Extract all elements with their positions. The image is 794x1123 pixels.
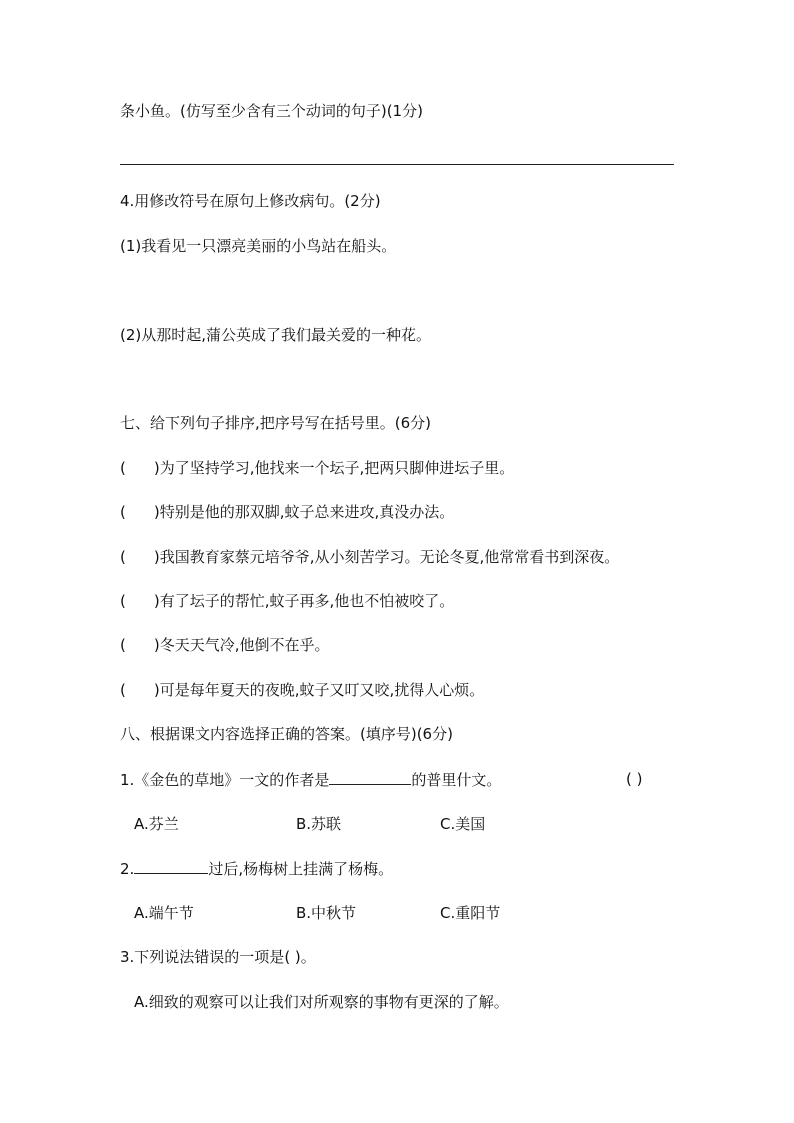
fill-blank[interactable] bbox=[134, 858, 208, 874]
q4-sentence-1[interactable]: (1)我看见一只漂亮美丽的小鸟站在船头。 bbox=[120, 237, 397, 255]
question-1-suffix: 的普里什文。 bbox=[411, 771, 502, 789]
question-2-prefix: 2. bbox=[120, 860, 135, 878]
answer-paren-close[interactable]: ) bbox=[153, 592, 160, 610]
q4-sentence-2[interactable]: (2)从那时起,蒲公英成了我们最关爱的一种花。 bbox=[120, 326, 432, 344]
order-item-text: 为了坚持学习,他找来一个坛子,把两只脚伸进坛子里。 bbox=[159, 459, 515, 477]
option-a[interactable]: A.细致的观察可以让我们对所观察的事物有更深的了解。 bbox=[134, 993, 509, 1011]
answer-paren-close[interactable]: ) bbox=[153, 459, 160, 477]
option-b[interactable]: B.苏联 bbox=[296, 815, 342, 833]
order-item-text: 有了坛子的帮忙,蚊子再多,他也不怕被咬了。 bbox=[159, 592, 455, 610]
option-c[interactable]: C.美国 bbox=[440, 815, 486, 833]
option-a[interactable]: A.芬兰 bbox=[134, 815, 179, 833]
answer-paren-close[interactable]: ) bbox=[153, 548, 160, 566]
order-item bbox=[120, 591, 454, 611]
answer-paren-open[interactable]: ( bbox=[120, 681, 126, 699]
order-item bbox=[120, 547, 619, 567]
order-item-text: 我国教育家蔡元培爷爷,从小刻苦学习。无论冬夏,他常常看书到深夜。 bbox=[159, 548, 620, 566]
section-8-title: 八、根据课文内容选择正确的答案。(填序号)(6分) bbox=[120, 725, 453, 743]
order-item-text: 冬天天气冷,他倒不在乎。 bbox=[159, 636, 330, 654]
option-a[interactable]: A.端午节 bbox=[134, 904, 194, 922]
order-item bbox=[120, 502, 454, 522]
answer-paren-open[interactable]: ( bbox=[120, 636, 126, 654]
q3-tail-text: 条小鱼。(仿写至少含有三个动词的句子)(1分) bbox=[120, 102, 423, 120]
answer-paren[interactable]: ( ) bbox=[626, 770, 643, 788]
order-item bbox=[120, 635, 330, 655]
choice-question-1 bbox=[120, 769, 501, 789]
choice-question-3: 3.下列说法错误的一项是( )。 bbox=[120, 948, 316, 966]
answer-paren-open[interactable]: ( bbox=[120, 548, 126, 566]
answer-paren-close[interactable]: ) bbox=[153, 681, 160, 699]
option-c[interactable]: C.重阳节 bbox=[440, 904, 501, 922]
answer-line[interactable] bbox=[120, 164, 674, 165]
section-7-title: 七、给下列句子排序,把序号写在括号里。(6分) bbox=[120, 414, 432, 432]
answer-paren-close[interactable]: ) bbox=[153, 636, 160, 654]
order-item bbox=[120, 680, 484, 700]
answer-paren-open[interactable]: ( bbox=[120, 459, 126, 477]
order-item-text: 可是每年夏天的夜晚,蚊子又叮又咬,扰得人心烦。 bbox=[159, 681, 485, 699]
question-1-prefix: 1.《金色的草地》一文的作者是 bbox=[120, 771, 330, 789]
order-item-text: 特别是他的那双脚,蚊子总来进攻,真没办法。 bbox=[159, 503, 455, 521]
q4-title: 4.用修改符号在原句上修改病句。(2分) bbox=[120, 192, 381, 210]
order-item bbox=[120, 458, 514, 478]
question-2-suffix: 过后,杨梅树上挂满了杨梅。 bbox=[208, 860, 394, 878]
answer-paren-open[interactable]: ( bbox=[120, 503, 126, 521]
answer-paren-open[interactable]: ( bbox=[120, 592, 126, 610]
choice-question-2 bbox=[120, 858, 393, 878]
option-b[interactable]: B.中秋节 bbox=[296, 904, 357, 922]
fill-blank[interactable] bbox=[329, 769, 411, 785]
answer-paren-close[interactable]: ) bbox=[153, 503, 160, 521]
